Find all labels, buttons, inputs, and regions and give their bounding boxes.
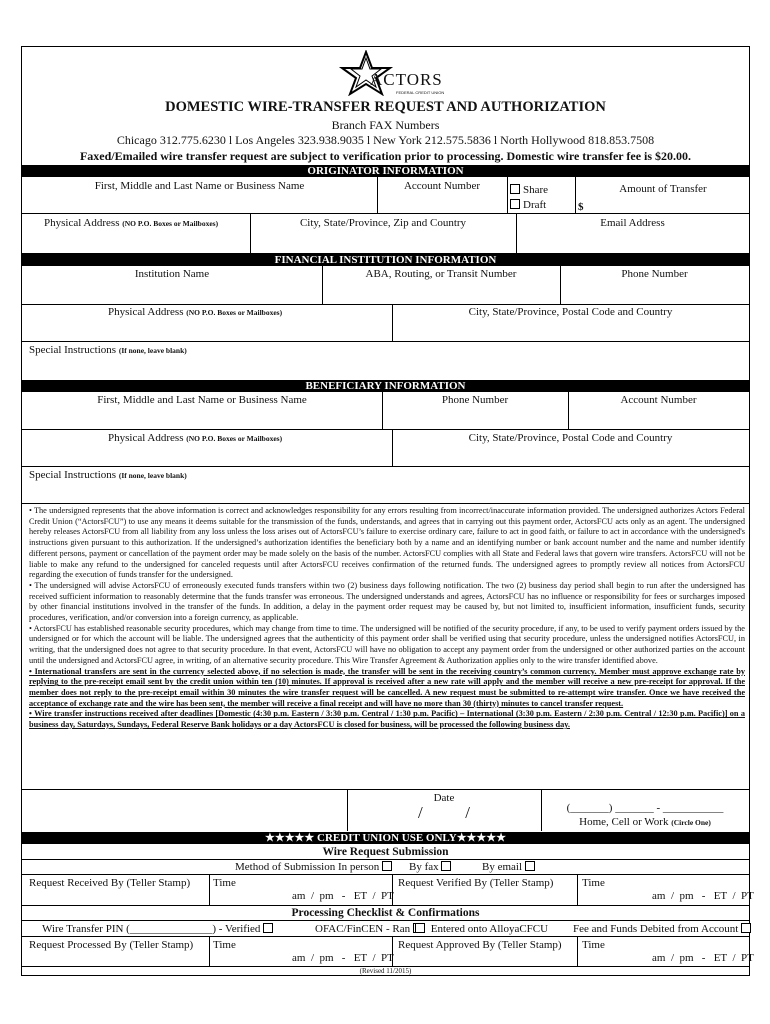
- fax-numbers: Chicago 312.775.6230 l Los Angeles 323.938.9035 l New York 212.575.5836 l North Hollywood 818.853.7508: [116, 133, 655, 147]
- ofac-checkbox[interactable]: OFAC/FinCEN - Ran: [315, 923, 426, 935]
- originator-account-field[interactable]: [378, 192, 506, 213]
- verified-ampm: am / pm - ET / PT: [652, 890, 754, 902]
- beneficiary-header: BENEFICIARY INFORMATION: [22, 380, 749, 392]
- beneficiary-name-label: First, Middle and Last Name or Business Name: [97, 394, 307, 406]
- institution-header: FINANCIAL INSTITUTION INFORMATION: [22, 254, 749, 266]
- deadline-terms: • Wire transfer instructions received after deadlines [Domestic (4:30 p.m. Eastern / 3:30 p.m. Central / 1:30 p.m. Pacific) – International (3:30 p.m. Eastern / 2:30 p.m. Central / 12:30 p.m. Pacific)] on a business day, Saturdays, Sundays, Federal Reserve Bank holidays or a day ActorsFCU is closed for business, will be processed the following business day.: [29, 709, 745, 730]
- logo-text: ACTORS: [370, 70, 443, 89]
- originator-address-label: Physical Address (NO P.O. Boxes or Mailboxes): [44, 217, 219, 229]
- wire-submission-title: Wire Request Submission: [322, 846, 449, 858]
- beneficiary-address-label: Physical Address (NO P.O. Boxes or Mailboxes): [108, 432, 283, 444]
- institution-special-field[interactable]: [22, 357, 749, 379]
- phone-type-label: Home, Cell or Work (Circle One): [579, 816, 711, 828]
- verified-time-label: Time: [582, 877, 605, 889]
- originator-name-field[interactable]: [22, 192, 377, 213]
- processed-time-label: Time: [213, 939, 236, 951]
- beneficiary-account-label: Account Number: [620, 394, 697, 406]
- approved-ampm: am / pm - ET / PT: [652, 952, 754, 964]
- signature-field[interactable]: [22, 790, 346, 830]
- phone-field[interactable]: (_______) _______ - ___________: [566, 802, 724, 814]
- checkbox-icon: [525, 861, 535, 871]
- alloya-checkbox[interactable]: Entered onto AlloyaCFCU: [415, 923, 548, 935]
- institution-address-field[interactable]: [22, 319, 391, 340]
- checkbox-icon: [263, 923, 273, 933]
- beneficiary-phone-field[interactable]: [383, 407, 567, 428]
- revision-note: (Revised 11/2015): [359, 967, 412, 975]
- aba-label: ABA, Routing, or Transit Number: [365, 268, 517, 280]
- request-processed-label: Request Processed By (Teller Stamp): [29, 939, 194, 951]
- originator-email-field[interactable]: [517, 230, 748, 252]
- international-terms: • International transfers are sent in the currency selected above, if no selection is made, the transfer will be sent in the receiving country’s common currency. Member must approve exchange rate by replying to the pre-receipt email sent by the credit union within ten (10) minutes. If approval is received after a new rate will apply and the member will receive a new pre-receipt for approval. If the member does not reply to the pre-receipt email within 30 minutes the wire transfer request will be cancelled. A new request must be submitted to re-attempt wire transfer. Once we have received the acceptance of exchange rate and the wire has been sent, the member will receive a final receipt and will have no more than 30 (thirty) minutes to cancel transfer request.: [29, 666, 745, 708]
- logo-tagline: FEDERAL CREDIT UNION: [396, 90, 445, 95]
- date-label: Date: [433, 792, 455, 804]
- terms-and-conditions: [29, 506, 745, 731]
- beneficiary-name-field[interactable]: [22, 407, 381, 428]
- wire-transfer-form: [21, 46, 754, 976]
- request-received-label: Request Received By (Teller Stamp): [29, 877, 191, 889]
- checklist-title: Processing Checklist & Confirmations: [291, 907, 480, 919]
- fax-label: Branch FAX Numbers: [331, 118, 440, 132]
- checkbox-icon: [510, 199, 520, 209]
- fee-debited-checkbox[interactable]: Fee and Funds Debited from Account: [573, 923, 754, 935]
- by-email-checkbox[interactable]: By email: [482, 861, 538, 873]
- beneficiary-phone-label: Phone Number: [441, 394, 509, 406]
- originator-address-field[interactable]: [22, 230, 249, 252]
- verification-notice: Faxed/Emailed wire transfer request are subject to verification prior to processing. Domestic wire transfer fee is $20.00.: [79, 149, 692, 163]
- beneficiary-account-field[interactable]: [569, 407, 748, 428]
- pin-verified-checkbox[interactable]: Wire Transfer PIN (_______________) - Verified: [42, 923, 276, 935]
- cu-use-header: ★★★★★ CREDIT UNION USE ONLY★★★★★: [22, 832, 749, 844]
- terms-paragraph: • The undersigned represents that the above information is correct and acknowledges responsibility for any errors resulting from incorrect/inaccurate information provided. The undersigned authorizes Actors Federal Credit Union (“ActorsFCU”) to use any means it deems suitable for the transmission of the funds, understands, and agrees that in carrying out this payment order, ActorsFCU acts only as an agent. The undersigned hereby releases ActorsFCU from all liability from any loss unless the loss arises out of ActorsFCU’s failure to exercise ordinary care, failure to act in good faith, or failure to act in accordance with the undersigned's instructions given pursuant to this authorization. If the undersigned’s authorization identifies the beneficiary both by a name and an identifying number or bank account number and the name and number identify different persons, payment or cancellation of the payment order may be made solely on the basis of the number. ActorsFCU complies with all State and Federal laws that govern wire transfers. ActorsFCU will not be liable to make any refund to the undersigned for canceled requests until after ActorsFCU receives confirmation of the returned funds. The undersigned agrees to promptly review all notices from ActorsFCU regarding the execution of funds transfer for the undersigned.: [29, 506, 745, 580]
- originator-header: ORIGINATOR INFORMATION: [22, 165, 749, 177]
- beneficiary-special-label: Special Instructions (If none, leave blank): [29, 469, 187, 481]
- institution-city-field[interactable]: [393, 319, 748, 340]
- terms-paragraph: • ActorsFCU has established reasonable security procedures, which may change from time to time. The undersigned will be notified of the security procedure, if any, to be used to verify payment orders issued by the undersigned or for which the account will be liable. The undersigned agrees that the authenticity of this payment order shall be verified using that security procedure, unless the undersigned notifies ActorsFCU, in writing, that the undersigned does not agree to that security procedure. In that event, ActorsFCU will have no obligation to accept any payment order from the undersigned or other authorized parties on the account until the undersigned and ActorsFCU agree, in writing, of an alternative security procedure. This Wire Transfer Agreement & Authorization applies only to the wire transfer identified above.: [29, 623, 745, 665]
- checkbox-icon: [441, 861, 451, 871]
- institution-phone-label: Phone Number: [621, 268, 688, 280]
- beneficiary-special-field[interactable]: [22, 482, 749, 502]
- received-ampm: am / pm - ET / PT: [292, 890, 394, 902]
- institution-address-label: Physical Address (NO P.O. Boxes or Mailboxes): [108, 306, 283, 318]
- originator-city-field[interactable]: [251, 230, 515, 252]
- processed-ampm: am / pm - ET / PT: [292, 952, 394, 964]
- institution-name-field[interactable]: [22, 281, 321, 303]
- form-title: DOMESTIC WIRE-TRANSFER REQUEST AND AUTHORIZATION: [165, 99, 606, 115]
- checkbox-icon: [415, 923, 425, 933]
- dollar-sign: $: [578, 201, 584, 213]
- beneficiary-address-field[interactable]: [22, 444, 391, 465]
- originator-city-label: City, State/Province, Zip and Country: [299, 217, 467, 229]
- institution-phone-field[interactable]: [561, 281, 748, 303]
- draft-checkbox[interactable]: Draft: [510, 199, 546, 211]
- checkbox-icon: [741, 923, 751, 933]
- beneficiary-city-field[interactable]: [393, 444, 748, 465]
- amount-field[interactable]: [588, 197, 748, 213]
- checkbox-icon: [510, 184, 520, 194]
- beneficiary-city-label: City, State/Province, Postal Code and Country: [468, 432, 673, 444]
- by-fax-checkbox[interactable]: By fax: [409, 861, 454, 873]
- terms-paragraph: • The undersigned will advise ActorsFCU of erroneously executed funds transfers within two (2) business days following notification. The two (2) business day period shall begin to run after the undersigned has received sufficient information to reasonably determine that the funds transfer was erroneous. The undersigned understands and agrees, ActorsFCU has no influence or responsibility for fees or surcharges imposed by other financial institutions involved in the transfer of the funds. In addition, a delay in the payment order request may be caused by, but not limited to, insufficient information, insufficient funds, security procedures, verification, and/or conversion into a foreign currency, as applicable.: [29, 580, 745, 623]
- share-checkbox[interactable]: Share: [510, 184, 548, 196]
- checkbox-icon: [382, 861, 392, 871]
- originator-account-label: Account Number: [403, 180, 481, 192]
- request-approved-label: Request Approved By (Teller Stamp): [398, 939, 562, 951]
- date-field[interactable]: / /: [418, 803, 470, 822]
- originator-name-label: First, Middle and Last Name or Business Name: [94, 180, 305, 192]
- aba-field[interactable]: [323, 281, 559, 303]
- institution-name-label: Institution Name: [134, 268, 210, 280]
- institution-special-label: Special Instructions (If none, leave blank): [29, 344, 187, 356]
- amount-label: Amount of Transfer: [619, 183, 707, 195]
- received-time-label: Time: [213, 877, 236, 889]
- in-person-checkbox[interactable]: Method of Submission In person: [235, 861, 395, 873]
- originator-email-label: Email Address: [600, 217, 665, 229]
- request-verified-label: Request Verified By (Teller Stamp): [398, 877, 554, 889]
- approved-time-label: Time: [582, 939, 605, 951]
- institution-city-label: City, State/Province, Postal Code and Country: [468, 306, 673, 318]
